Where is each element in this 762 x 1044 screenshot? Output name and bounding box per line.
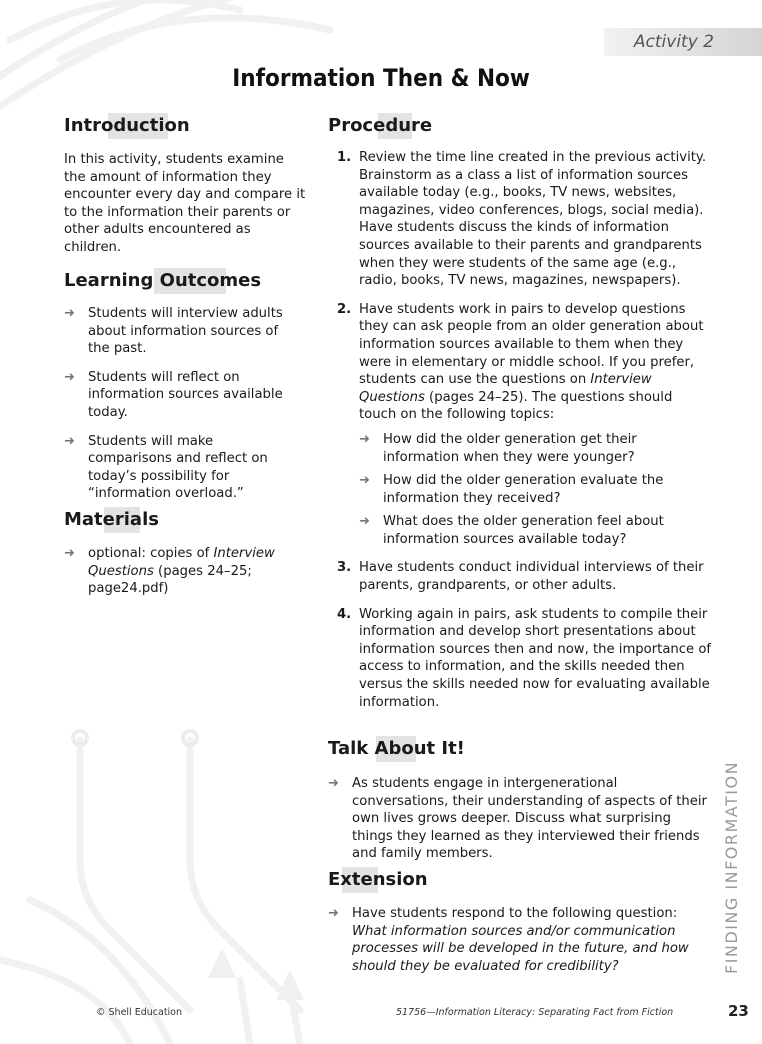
materials-heading-wrap xyxy=(64,509,159,530)
list-item: ➜ What does the older generation feel about information sources available today? xyxy=(359,514,664,547)
list-item: ➜ Have students respond to the following question: What information sources and/or communication processes will be developed in the future, and how should they be evaluated for credibility? xyxy=(328,906,689,974)
list-item: ➜ How did the older generation get their information when they were younger? xyxy=(359,431,637,465)
procedure-step-2: 2. Have students work in pairs to develop questions they can ask people from an older generation about information sources available to them when they were in elementary or middle school. If you prefer, students can use the questions on Interview Questions (pages 24–25). The questions should touch on the following topics: ➜ How did the older generation get their information when they were younger? ➜ How did the older generation evaluate the information they received? ➜ What does the older generation feel about information sources available today? xyxy=(328,301,712,549)
arrow-right-icon: ➜ xyxy=(64,306,75,321)
materials-section xyxy=(64,545,300,609)
activity-tab xyxy=(604,28,762,56)
arrow-right-icon: ➜ xyxy=(328,776,339,791)
introduction-section xyxy=(64,151,308,257)
procedure-step-4: 4. Working again in pairs, ask students to compile their information and develop short presentations about information sources then and now, the importance of access to information, and the skills needed then versus the skills needed now for evaluating available information. xyxy=(337,606,712,710)
materials-heading: Materials xyxy=(64,509,159,530)
arrow-right-icon: ➜ xyxy=(64,369,75,385)
footer-copyright: © Shell Education xyxy=(96,1007,183,1018)
procedure-sub-list xyxy=(359,431,712,549)
procedure-steps xyxy=(328,149,712,711)
arrow-right-icon: ➜ xyxy=(328,906,339,921)
talk-about-it-section xyxy=(328,775,708,874)
side-section-label: FINDING INFORMATION xyxy=(722,760,741,974)
page-title: Information Then & Now xyxy=(232,64,530,92)
extension-question: What information sources and/or communication processes will be developed in the future, and how should they be evaluated for credibility? xyxy=(352,923,689,974)
list-item: ➜ How did the older generation evaluate the information they received? xyxy=(359,473,664,506)
materials-list xyxy=(64,545,300,598)
arrow-right-icon: ➜ xyxy=(64,546,75,561)
arrow-right-icon: ➜ xyxy=(359,473,370,489)
list-item: ➜ Students will interview adults about information sources of the past. xyxy=(64,306,283,357)
learning-outcomes-section xyxy=(64,305,300,514)
introduction-heading-wrap xyxy=(64,115,190,136)
extension-heading-wrap xyxy=(328,869,428,890)
procedure-step-1: 1. Review the time line created in the previous activity. Brainstorm as a class a list of information sources available today (e.g., books, TV news, websites, magazines, video conferences, blogs, social media). Have students discuss the kinds of information sources available to their parents and grandparents when they were students of the same age (e.g., radio, books, TV news, magazines, newspapers). xyxy=(337,150,707,289)
procedure-heading: Procedure xyxy=(328,115,433,136)
talk-about-it-heading-wrap xyxy=(328,738,465,759)
list-item: ➜ As students engage in intergenerational conversations, their understanding of aspects of their own lives grows deeper. Discuss what surprising things they learned as they interviewed their friends and family members. xyxy=(328,776,707,862)
procedure-section xyxy=(328,149,712,722)
arrow-right-icon: ➜ xyxy=(359,431,370,447)
arrow-right-icon: ➜ xyxy=(359,514,370,530)
introduction-heading: Introduction xyxy=(64,115,190,136)
list-item: ➜ optional: copies of Interview Questions (pages 24–25; page24.pdf) xyxy=(64,546,275,597)
extension-section xyxy=(328,905,698,986)
footer-book-title: 51756—Information Literacy: Separating Fact from Fiction xyxy=(396,1007,674,1018)
procedure-heading-wrap xyxy=(328,115,432,136)
list-item: ➜ Students will make comparisons and reflect on today’s possibility for “information overload.” xyxy=(64,433,268,502)
learning-outcomes-heading-wrap xyxy=(64,270,261,291)
activity-label: Activity 2 xyxy=(633,32,714,52)
introduction-text: In this activity, students examine the amount of information they encounter every day and compare it to the information their parents or other adults encountered as children. xyxy=(64,152,306,255)
procedure-step-3: 3. Have students conduct individual interviews of their parents, grandparents, or other adults. xyxy=(337,560,704,594)
talk-about-it-list xyxy=(328,775,708,863)
arrow-right-icon: ➜ xyxy=(64,433,75,449)
extension-heading: Extension xyxy=(328,869,428,890)
list-item: ➜ Students will reflect on information sources available today. xyxy=(64,369,283,420)
page-number: 23 xyxy=(728,1002,749,1020)
learning-outcomes-list xyxy=(64,305,300,503)
talk-about-it-heading: Talk About It! xyxy=(328,738,465,759)
extension-list xyxy=(328,905,698,975)
learning-outcomes-heading: Learning Outcomes xyxy=(64,270,262,291)
